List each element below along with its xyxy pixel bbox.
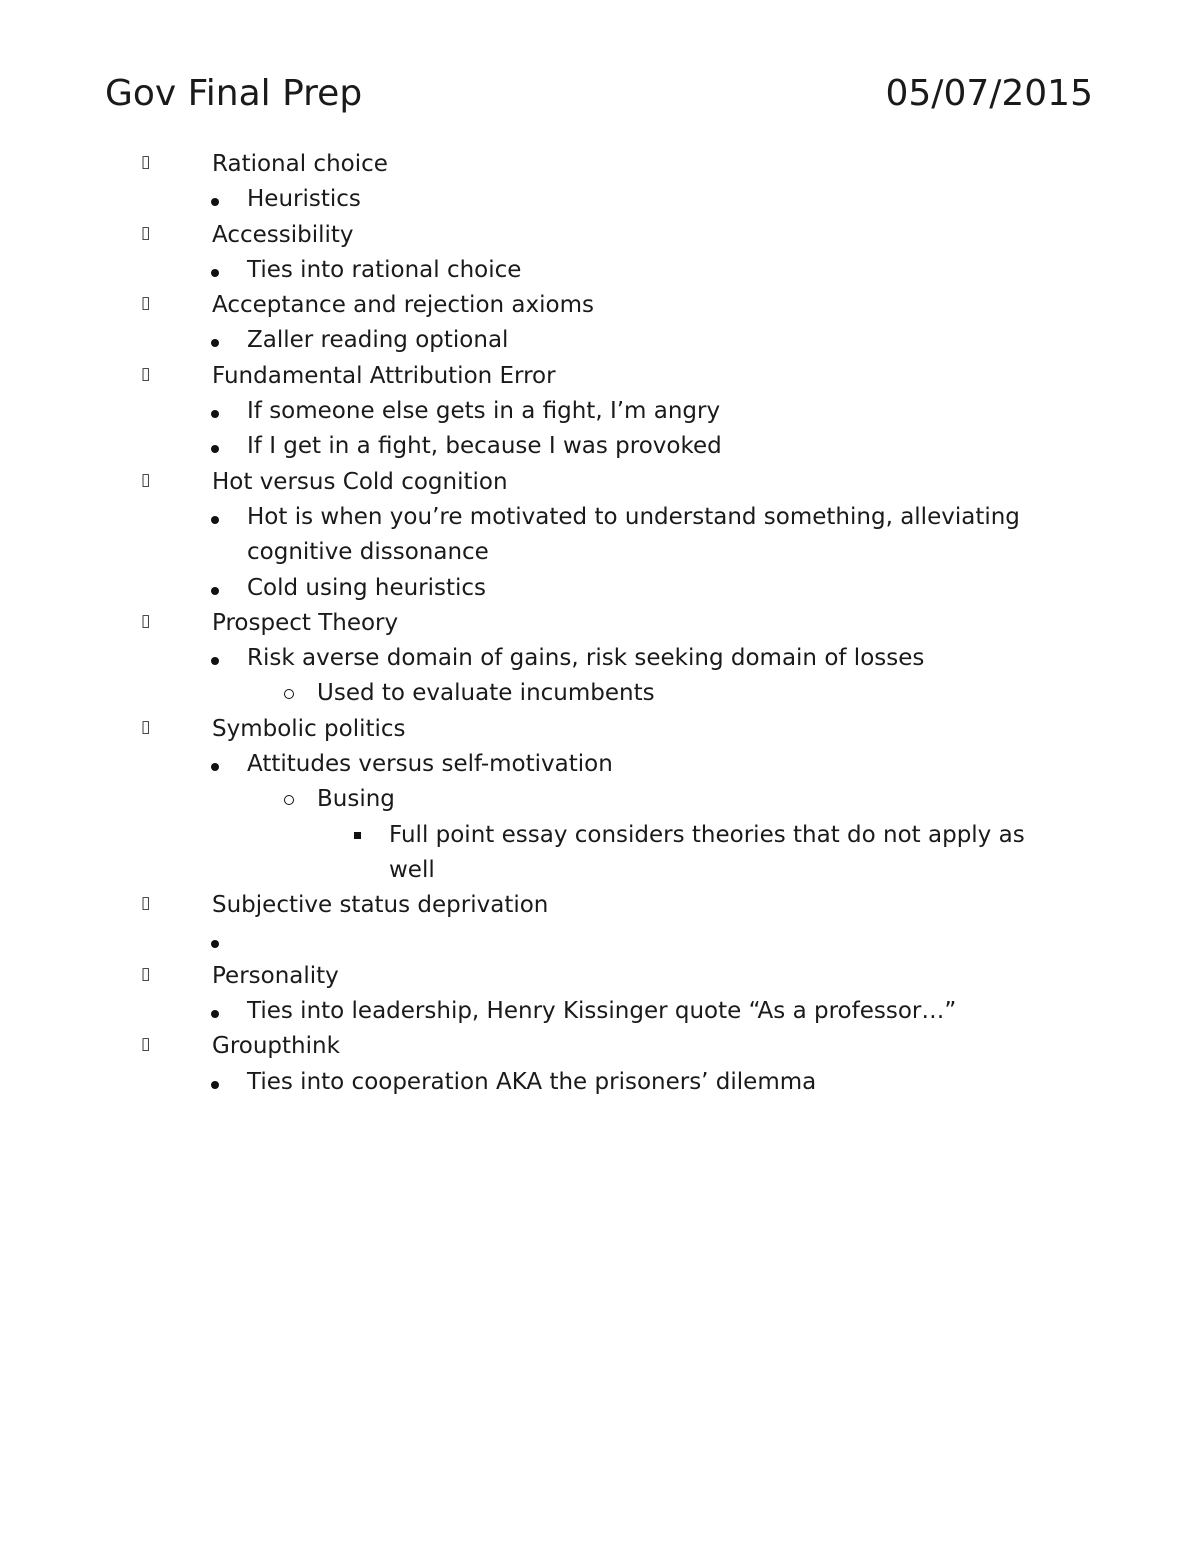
outline-subitem — [0, 253, 1200, 288]
missing-glyph-icon: ▯ — [141, 716, 151, 737]
outline-subitem — [0, 1065, 1200, 1100]
square-bullet-icon — [354, 832, 361, 839]
outline-item-label: Fundamental Attribution Error — [212, 362, 556, 389]
missing-glyph-icon: ▯ — [141, 152, 151, 172]
outline-subitem — [0, 182, 1200, 217]
outline-item-label: Prospect Theory — [212, 609, 399, 636]
outline-item — [0, 1029, 1200, 1064]
outline-item-label: Rational choice — [212, 151, 388, 177]
filled-circle-bullet-icon — [211, 269, 219, 277]
missing-glyph-icon: ▯ — [141, 610, 151, 631]
outline-subitem — [0, 571, 1200, 606]
outline-subitem — [0, 994, 1200, 1029]
outline-item-label: Acceptance and rejection axioms — [212, 292, 594, 319]
outline-subitem — [0, 747, 1200, 782]
outline-subitem-label: Hot is when you’re motivated to understand something, alleviating cognitive dissonance — [247, 503, 1020, 566]
hollow-circle-bullet-icon — [284, 689, 294, 699]
outline-item — [0, 606, 1200, 641]
filled-circle-bullet-icon — [211, 657, 219, 665]
outline-item — [0, 888, 1200, 923]
outline-item — [0, 359, 1200, 394]
outline-item-label: Subjective status deprivation — [212, 892, 549, 919]
outline-subitem-label: If someone else gets in a fight, I’m angry — [247, 398, 721, 425]
filled-circle-bullet-icon — [211, 198, 219, 206]
document-date: 05/07/2015 — [885, 73, 1093, 114]
outline-level4-item — [0, 818, 1200, 889]
outline-item-label: Personality — [212, 962, 339, 989]
outline-item-label: Symbolic politics — [212, 715, 406, 742]
outline-subitem — [0, 500, 1200, 571]
outline-item — [0, 712, 1200, 747]
filled-circle-bullet-icon — [211, 763, 219, 771]
outline-subitem — [0, 394, 1200, 429]
missing-glyph-icon: ▯ — [141, 1034, 151, 1055]
outline-subitem — [0, 429, 1200, 464]
outline — [0, 147, 1200, 1100]
outline-subitem-label: If I get in a fight, because I was provoked — [247, 433, 722, 460]
outline-subitem-label: Ties into leadership, Henry Kissinger quote “As a professor…” — [247, 998, 957, 1025]
outline-subsubitem — [0, 676, 1200, 711]
outline-subsubitem-label: Busing — [317, 786, 395, 813]
outline-item-label: Hot versus Cold cognition — [212, 468, 508, 495]
outline-subitem — [0, 924, 1200, 959]
outline-subitem-label: Zaller reading optional — [247, 327, 509, 354]
filled-circle-bullet-icon — [211, 587, 219, 595]
outline-subsubitem — [0, 782, 1200, 817]
outline-subitem-label: Attitudes versus self-motivation — [247, 751, 613, 778]
outline-item-label: Accessibility — [212, 221, 354, 248]
filled-circle-bullet-icon — [211, 410, 219, 418]
filled-circle-bullet-icon — [211, 1081, 219, 1089]
hollow-circle-bullet-icon — [284, 795, 294, 805]
outline-subitem-label: Ties into cooperation AKA the prisoners’ dilemma — [247, 1068, 817, 1095]
outline-subitem-label: Ties into rational choice — [247, 256, 522, 283]
missing-glyph-icon: ▯ — [141, 222, 151, 243]
missing-glyph-icon: ▯ — [141, 893, 151, 914]
missing-glyph-icon: ▯ — [141, 469, 151, 490]
outline-item-label: Groupthink — [212, 1033, 340, 1060]
outline-subitem — [0, 323, 1200, 358]
outline-item — [0, 218, 1200, 253]
outline-item — [0, 465, 1200, 500]
outline-level4-label: Full point essay considers theories that do not apply as well — [389, 821, 1025, 883]
filled-circle-bullet-icon — [211, 445, 219, 453]
outline-item — [0, 288, 1200, 323]
outline-subitem-label: Risk averse domain of gains, risk seeking domain of losses — [247, 645, 925, 672]
document-title: Gov Final Prep — [105, 73, 363, 114]
missing-glyph-icon: ▯ — [141, 293, 151, 314]
filled-circle-bullet-icon — [211, 940, 219, 948]
missing-glyph-icon: ▯ — [141, 363, 151, 384]
outline-item — [0, 147, 1200, 182]
filled-circle-bullet-icon — [211, 516, 219, 524]
missing-glyph-icon: ▯ — [141, 963, 151, 984]
outline-subitem-label: Cold using heuristics — [247, 574, 487, 601]
outline-subitem — [0, 641, 1200, 676]
filled-circle-bullet-icon — [211, 1010, 219, 1018]
filled-circle-bullet-icon — [211, 339, 219, 347]
outline-item — [0, 959, 1200, 994]
outline-subsubitem-label: Used to evaluate incumbents — [317, 680, 655, 707]
outline-subitem-label: Heuristics — [247, 186, 361, 213]
